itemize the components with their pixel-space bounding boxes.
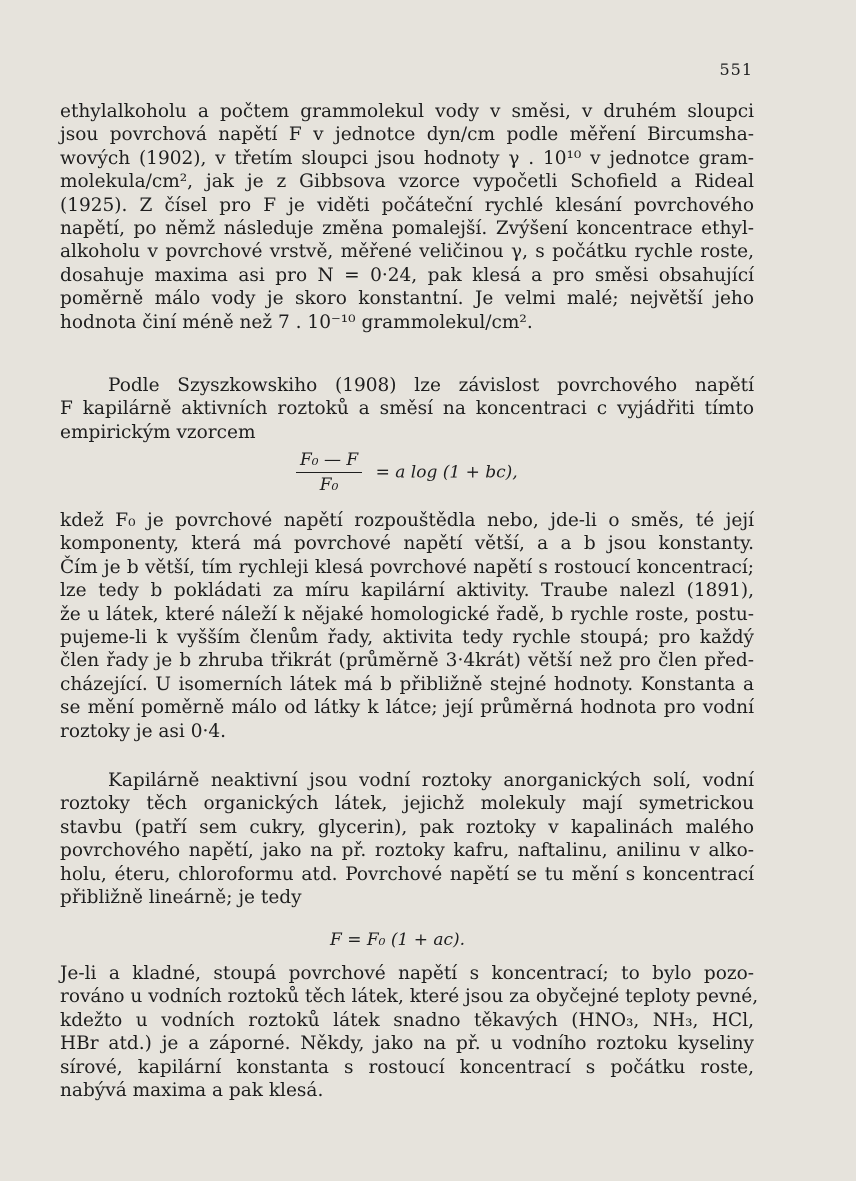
- text-line: Kapilárně neaktivní jsou vodní roztoky anorganických solí, vodní: [108, 770, 754, 791]
- text-line: Podle Szyszkowskiho (1908) lze závislost povrchového napětí: [108, 375, 754, 396]
- text-line: holu, éteru, chloroformu atd. Povrchové napětí se tu mění s koncentrací: [60, 863, 754, 885]
- text-line: že u látek, které náleží k nějaké homologické řadě, b rychle roste, postu-: [60, 603, 754, 625]
- text-line: napětí, po němž následuje změna pomalejší. Zvýšení koncentrace ethyl-: [60, 218, 754, 240]
- page-number: 551: [719, 60, 753, 79]
- formula-rhs: = a log (1 + bc),: [375, 462, 518, 483]
- text-line: HBr atd.) je a záporné. Někdy, jako na př. u vodního roztoku kyseliny: [60, 1033, 754, 1055]
- text-line: alkoholu v povrchové vrstvě, měřené veličinou γ, s počátku rychle roste,: [60, 241, 754, 263]
- formula-fraction: [296, 450, 362, 495]
- text-line: lze tedy b pokládati za míru kapilární aktivity. Traube nalezl (1891),: [60, 580, 754, 602]
- text-line: kdežto u vodních roztoků látek snadno těkavých (HNO₃, NH₃, HCl,: [60, 1009, 754, 1031]
- text-line: roztoky je asi 0·4.: [60, 720, 227, 742]
- text-line: empirickým vzorcem: [60, 421, 256, 443]
- text-line: komponenty, která má povrchové napětí větší, a a b jsou konstanty.: [60, 533, 754, 555]
- text-line: molekula/cm², jak je z Gibbsova vzorce vypočetli Schofield a Rideal: [60, 171, 754, 193]
- text-line: dosahuje maxima asi pro N = 0·24, pak klesá a pro směsi obsahující: [60, 264, 754, 286]
- formula-numerator: F₀ — F: [296, 450, 362, 473]
- paragraph-3: [60, 509, 754, 743]
- text-line: se mění poměrně málo od látky k látce; její průměrná hodnota pro vodní: [60, 697, 754, 719]
- text-line: ethylalkoholu a počtem grammolekul vody v směsi, v druhém sloupci: [60, 101, 754, 122]
- text-line: poměrně málo vody je skoro konstantní. Je velmi malé; největší jeho: [60, 288, 754, 310]
- formula-linear: [330, 930, 465, 950]
- text-line: rováno u vodních roztoků těch látek, které jsou za obyčejné teploty pevné,: [60, 986, 759, 1008]
- text-line: hodnota činí méně než 7 . 10⁻¹⁰ grammolekul/cm².: [60, 311, 533, 333]
- text-line: Je-li a kladné, stoupá povrchové napětí s koncentrací; to bylo pozo-: [60, 963, 754, 984]
- text-line: pujeme-li k vyšším členům řady, aktivita tedy rychle stoupá; pro každý: [60, 627, 754, 649]
- paragraph-2: [60, 374, 754, 444]
- formula-denominator: F₀: [319, 475, 339, 495]
- text-line: jsou povrchová napětí F v jednotce dyn/cm podle měření Bircumsha-: [60, 124, 754, 146]
- text-line: stavbu (patří sem cukry, glycerin), pak roztoky v kapalinách malého: [60, 816, 754, 838]
- text-line: člen řady je b zhruba třikrát (průměrně 3·4krát) větší než pro člen před-: [60, 650, 754, 672]
- paragraph-1: [60, 100, 754, 334]
- text-line: nabývá maxima a pak klesá.: [60, 1080, 324, 1102]
- text-line: F kapilárně aktivních roztoků a směsí na koncentraci c vyjádřiti tímto: [60, 398, 754, 420]
- paragraph-5: [60, 962, 759, 1102]
- text-line: kdež F₀ je povrchové napětí rozpouštědla nebo, jde-li o směs, té její: [60, 510, 754, 531]
- formula-text: F = F₀ (1 + ac).: [330, 930, 466, 950]
- text-line: (1925). Z čísel pro F je viděti počáteční rychlé klesání povrchového: [60, 194, 754, 216]
- text-line: povrchového napětí, jako na př. roztoky kafru, naftalinu, anilinu v alko-: [60, 840, 754, 862]
- text-line: cházející. U isomerních látek má b přibližně stejné hodnoty. Konstanta a: [60, 673, 754, 695]
- text-line: wových (1902), v třetím sloupci jsou hodnoty γ . 10¹⁰ v jednotce gram-: [60, 147, 754, 169]
- text-line: sírové, kapilární konstanta s rostoucí koncentrací s počátku roste,: [60, 1056, 754, 1078]
- text-line: Čím je b větší, tím rychleji klesá povrchové napětí s rostoucí koncentrací;: [60, 556, 754, 578]
- paragraph-4: [60, 769, 754, 909]
- formula-szyszkowski: [296, 450, 518, 495]
- text-line: roztoky těch organických látek, jejichž molekuly mají symetrickou: [60, 793, 754, 815]
- text-line: přibližně lineárně; je tedy: [60, 887, 302, 909]
